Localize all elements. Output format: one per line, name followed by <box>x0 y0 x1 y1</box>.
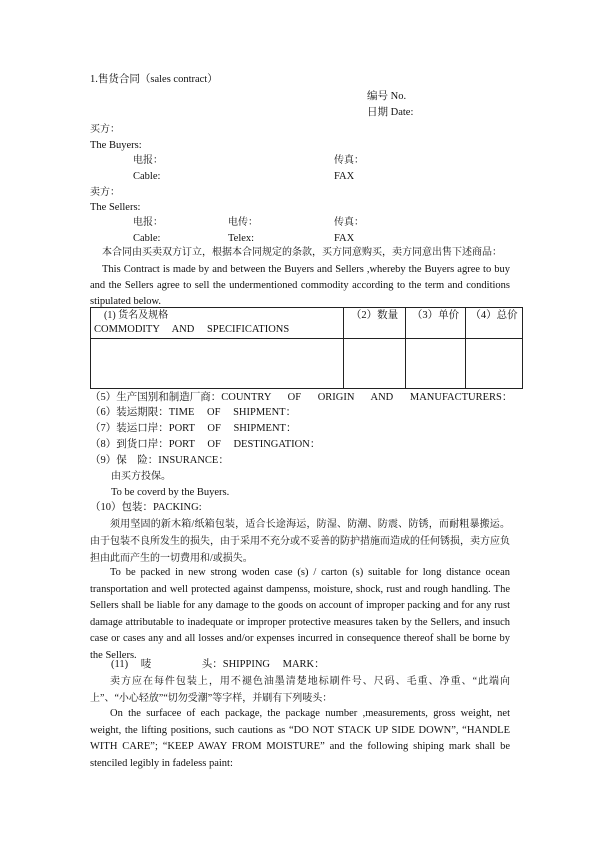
sellers-cable-label: Cable: <box>133 233 161 244</box>
contract-title: 1.售货合同（sales contract） <box>90 74 218 85</box>
sellers-telegram-cn: 电报： <box>133 217 163 228</box>
table-header-row <box>91 308 523 339</box>
buyers-label-cn: 买方： <box>90 124 120 135</box>
unit-price-header-cell: （3）单价 <box>406 308 466 339</box>
clause-shipment-time: （6）装运期限：TIME OF SHIPMENT： <box>90 407 297 418</box>
shipping-mark-text-cn: 卖方应在每件包装上，用不褪色油墨清楚地标刷件号、尺码、毛重、净重、“此端向上”、“小心轻放”“切勿受潮”等字样，并刷有下列唛头： <box>90 676 510 704</box>
quantity-header-cell: （2）数量 <box>344 308 406 339</box>
insurance-text-en: To be coverd by the Buyers. <box>111 487 230 498</box>
sellers-label-cn: 卖方： <box>90 187 120 198</box>
commodity-header-en: COMMODITY AND SPECIFICATIONS <box>94 324 290 335</box>
shipping-mark-text-en: On the surfacee of each package, the package number ,measurements, gross weight, net weight, the lifting positions, such cautions as “DO NOT STACK UP SIDE DOWN”, “HANDLE WITH CARE”; “KEEP AWAY FROM MOISTURE” and the following shiping mark shall be stenciled legibly in fadeless paint: <box>90 708 510 769</box>
packing-text-cn: 须用坚固的新木箱/纸箱包装，适合长途海运，防湿、防潮、防震、防锈，而耐粗暴搬运。由于包装不良所发生的损失，由于采用不充分或不妥善的防护措施而造成的任何锈损，卖方应负担由此而产生的一切费用和/或损失。 <box>90 519 510 564</box>
buyers-telegram-cn: 电报： <box>133 155 163 166</box>
intro-paragraph-cn: 本合同由买卖双方订立，根据本合同规定的条款，买方同意购买，卖方同意出售下述商品： <box>102 247 502 258</box>
sellers-fax-cn: 传真： <box>334 217 364 228</box>
insurance-text-cn: 由买方投保。 <box>111 471 171 482</box>
quantity-cell[interactable] <box>344 339 406 389</box>
buyers-cable-label: Cable: <box>133 171 161 182</box>
contract-number-label: 编号 No. <box>367 91 407 102</box>
sellers-telex-label: Telex: <box>228 233 255 244</box>
packing-text-en: To be packed in new strong woden case (s) / carton (s) suitable for long distance ocean transportation and well protected against dampenss, moisture, shock, rust and rough handling. The Sellers shall be liable for any damage to the goods on account of improper packing and for any rust damage attributable to inadequate or improper protective measures taken by the Sellers, and insuch case or cases any and all losses and/or expenses incurred in consequence thereof shall be borne by the Sellers. <box>90 567 510 661</box>
table-body-row <box>91 339 523 389</box>
clause-shipping-mark: (11) 唛 头：SHIPPING MARK： <box>111 659 325 670</box>
commodity-table <box>90 307 523 389</box>
buyers-fax-label: FAX <box>334 171 355 182</box>
commodity-header-cn: (1) 货名及规格 <box>104 310 169 321</box>
sellers-telex-cn: 电传： <box>228 217 258 228</box>
commodity-cell[interactable] <box>91 339 344 389</box>
sellers-fax-label: FAX <box>334 233 355 244</box>
clause-insurance: （9）保 险：INSURANCE： <box>90 455 229 466</box>
buyers-fax-cn: 传真： <box>334 155 364 166</box>
sellers-label-en: The Sellers: <box>90 202 141 213</box>
intro-paragraph-en: This Contract is made by and between the Buyers and Sellers ,whereby the Buyers agree to buy and the Sellers agree to sell the undermentioned commodity according to the term and conditions stipulated below. <box>90 264 510 307</box>
unit-price-cell[interactable] <box>406 339 466 389</box>
contract-date-label: 日期 Date: <box>367 107 414 118</box>
commodity-header-cell <box>91 308 344 339</box>
clause-port-of-shipment: （7）装运口岸：PORT OF SHIPMENT： <box>90 423 297 434</box>
total-price-header-cell: （4）总价 <box>466 308 523 339</box>
total-price-cell[interactable] <box>466 339 523 389</box>
buyers-label-en: The Buyers: <box>90 140 142 151</box>
clause-port-of-destination: （8）到货口岸：PORT OF DESTINGATION： <box>90 439 321 450</box>
clause-packing: （10）包装：PACKING: <box>90 502 202 513</box>
clause-origin: （5）生产国别和制造厂商：COUNTRY OF ORIGIN AND MANUFACTURERS： <box>90 392 513 403</box>
